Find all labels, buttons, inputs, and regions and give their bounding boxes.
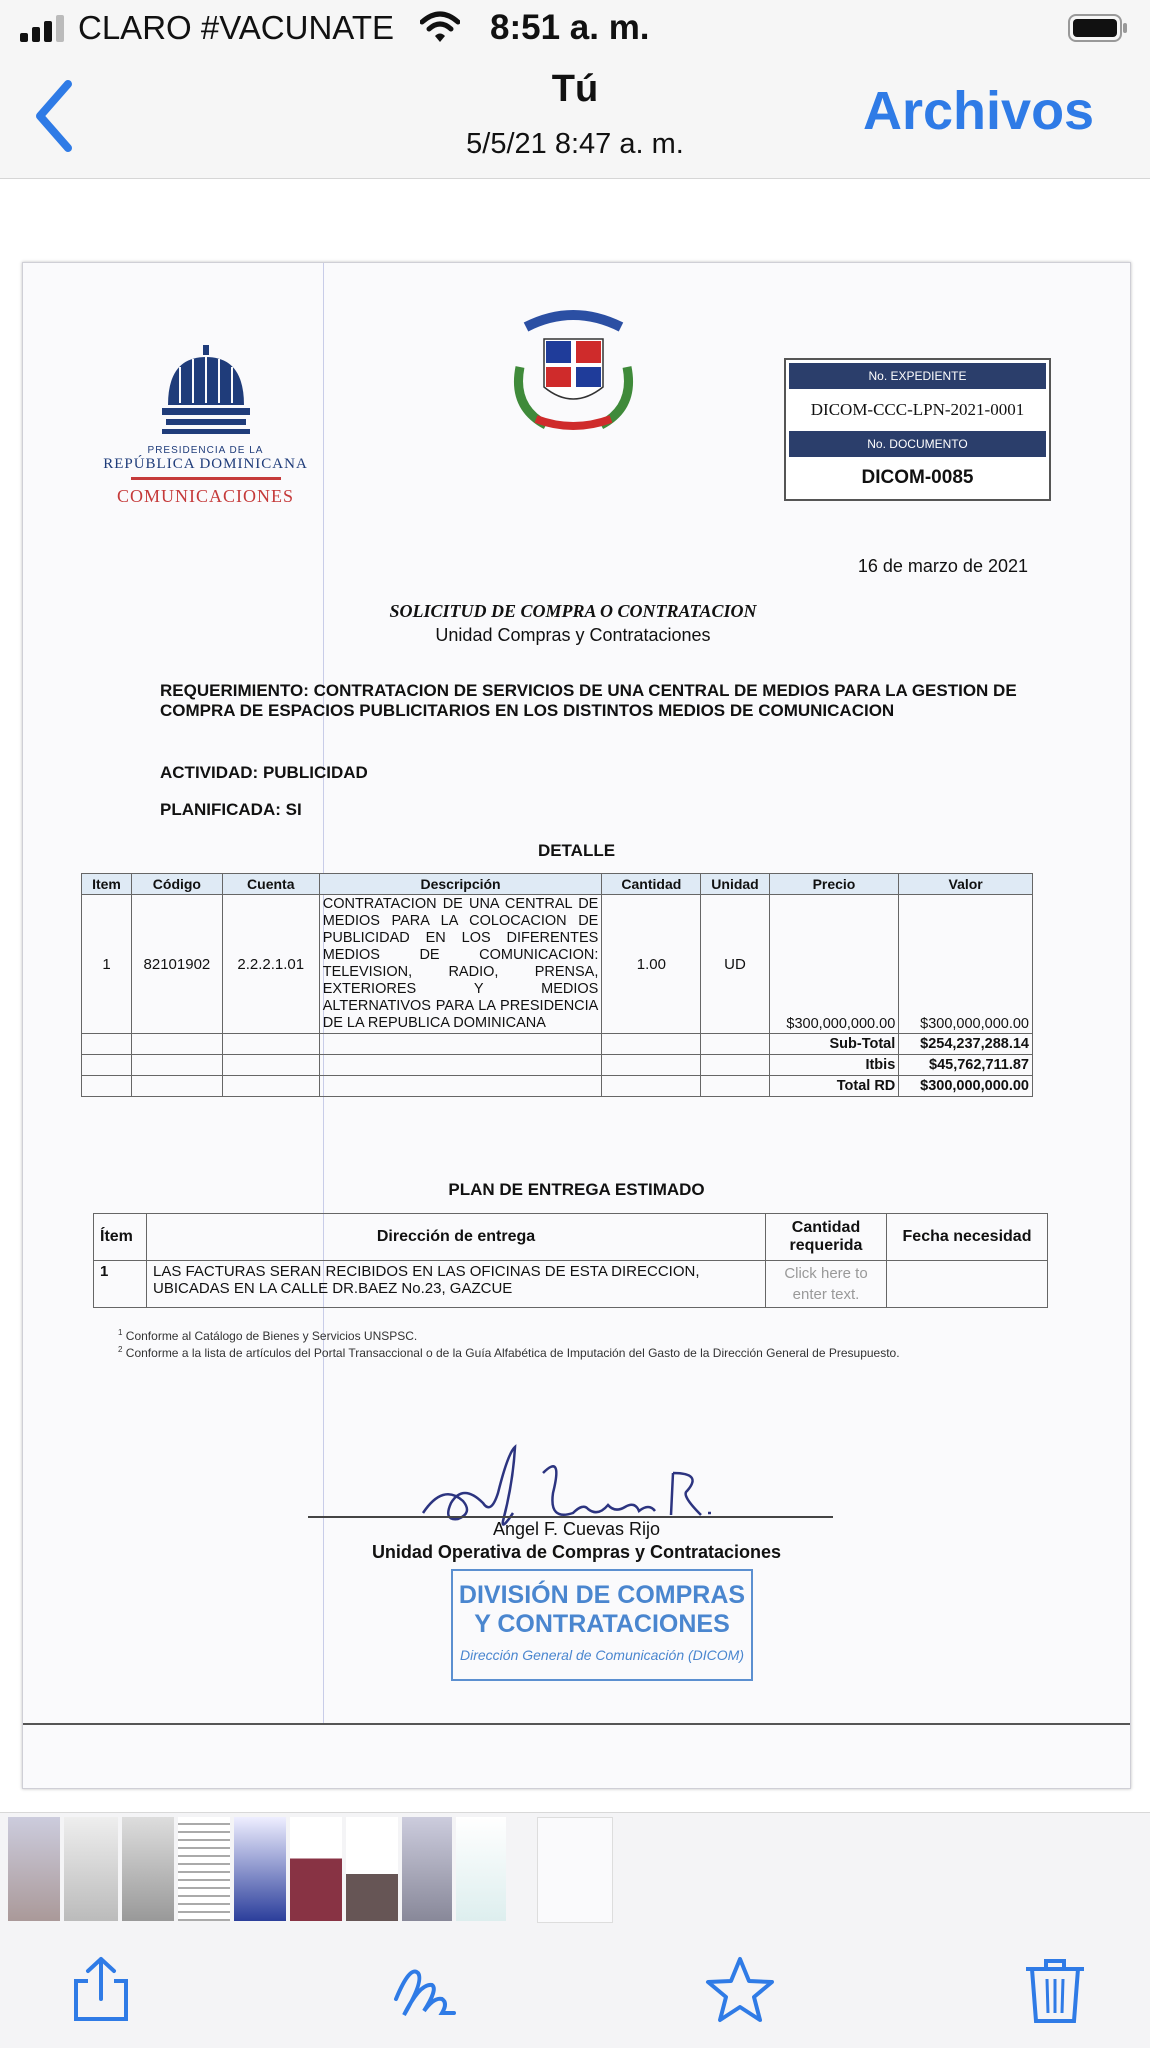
- thumbnail[interactable]: [234, 1817, 286, 1921]
- documento-value: DICOM-0085: [861, 467, 974, 488]
- logo-comunicaciones-text: COMUNICACIONES: [116, 486, 294, 506]
- column-header: Descripción: [319, 874, 602, 895]
- detail-table: [81, 873, 1033, 1097]
- footnote-1: Conforme al Catálogo de Bienes y Servicios UNSPSC.: [125, 1329, 418, 1343]
- status-time: 8:51 a. m.: [490, 8, 650, 47]
- message-timestamp: 5/5/21 8:47 a. m.: [466, 128, 684, 160]
- bottom-toolbar: [0, 1925, 1150, 2048]
- expediente-value: DICOM-CCC-LPN-2021-0001: [810, 400, 1025, 419]
- itbis-label: Itbis: [769, 1055, 899, 1076]
- logo-divider: [131, 477, 281, 480]
- thumbnail[interactable]: [290, 1817, 342, 1921]
- status-bar: [0, 0, 1150, 58]
- subtotal-row: [82, 1034, 1033, 1055]
- footnote-2: Conforme a la lista de artículos del Portal Transaccional o de la Guía Alfabética de Imputación del Gasto de la Dirección General de Presupuesto.: [125, 1346, 900, 1360]
- stamp-line-3: Dirección General de Comunicación (DICOM): [460, 1647, 744, 1663]
- thumbnail[interactable]: [402, 1817, 452, 1921]
- carrier-name: CLARO #VACUNATE: [78, 9, 395, 46]
- page-bottom-rule: [23, 1723, 1130, 1725]
- footnotes: $^1$ Conforme al Catálogo de Bienes y Servicios UNSPSC. $^2$ Conforme a la lista de artículos del Portal Transaccional o de la Guía Alfabética de Imputación del Gasto de la Dirección General de Presupuesto.: [118, 1328, 900, 1360]
- precio-cell: $300,000,000.00: [769, 895, 899, 1034]
- share-icon[interactable]: [66, 1955, 136, 2025]
- descripcion-cell: CONTRATACION DE UNA CENTRAL DE MEDIOS PARA LA COLOCACION DE PUBLICIDAD EN LOS DIFERENTES MEDIOS DE COMUNICACION: TELEVISION, RADIO, PRENSA, EXTERIORES Y MEDIOS ALTERNATIVOS PARA LA PRESIDENCIA DE LA REPUBLICA DOMINICANA: [319, 895, 602, 1034]
- conversation-title: Tú: [551, 68, 599, 110]
- document-date: 16 de marzo de 2021: [857, 556, 1028, 576]
- column-header: Código: [131, 874, 222, 895]
- thumbnail[interactable]: [122, 1817, 174, 1921]
- dome-icon: [156, 343, 256, 438]
- document-subtitle: Unidad Compras y Contrataciones: [435, 625, 711, 645]
- plan-quantity-cell: Click here to enter text.: [766, 1261, 887, 1308]
- unidad-cell: UD: [701, 895, 769, 1034]
- valor-cell: $300,000,000.00: [899, 895, 1033, 1034]
- table-header-row: [82, 874, 1033, 895]
- trash-icon[interactable]: [1020, 1955, 1090, 2025]
- requirement-text: REQUERIMIENTO: CONTRATACION DE SERVICIOS DE UNA CENTRAL DE MEDIOS PARA LA GESTION DE COMPRA DE ESPACIOS PUBLICITARIOS EN LOS DISTINTOS MEDIOS DE COMUNICACION: [160, 681, 1017, 720]
- document-image: [22, 262, 1131, 1789]
- logo-republica-text: REPÚBLICA DOMINICANA: [103, 456, 308, 472]
- presidency-logo: [98, 343, 313, 523]
- planned-text: PLANIFICADA: SI: [160, 800, 302, 819]
- column-header: Dirección de entrega: [147, 1214, 766, 1261]
- column-header: Ítem: [94, 1214, 147, 1261]
- signer-unit: Unidad Operativa de Compras y Contrataciones: [371, 1542, 782, 1562]
- battery-icon: [1068, 13, 1128, 43]
- column-header: Cantidad: [602, 874, 701, 895]
- codigo-cell: 82101902: [131, 895, 222, 1034]
- wifi-icon: [420, 10, 460, 44]
- item-cell: 1: [82, 895, 132, 1034]
- table-row: [94, 1261, 1048, 1308]
- cellular-signal-icon: [20, 14, 66, 42]
- table-header-row: [94, 1214, 1048, 1261]
- activity-text: ACTIVIDAD: PUBLICIDAD: [160, 763, 368, 782]
- document-title: SOLICITUD DE COMPRA O CONTRATACION: [389, 601, 757, 621]
- column-header: Item: [82, 874, 132, 895]
- thumbnail[interactable]: [456, 1817, 506, 1921]
- subtotal-label: Sub-Total: [769, 1034, 899, 1055]
- expediente-box: [784, 358, 1051, 501]
- cuenta-cell: 2.2.2.1.01: [222, 895, 319, 1034]
- itbis-value: $45,762,711.87: [899, 1055, 1033, 1076]
- markup-icon[interactable]: [390, 1955, 460, 2025]
- division-stamp: [451, 1569, 753, 1681]
- itbis-row: [82, 1055, 1033, 1076]
- subtotal-value: $254,237,288.14: [899, 1034, 1033, 1055]
- logo-presidencia-text: PRESIDENCIA DE LA: [147, 445, 264, 456]
- column-header: Valor: [899, 874, 1033, 895]
- thumbnail[interactable]: [178, 1817, 230, 1921]
- thumbnail-strip[interactable]: [0, 1812, 1150, 1925]
- archivos-button[interactable]: Archivos: [863, 81, 1095, 141]
- thumbnail[interactable]: [64, 1817, 118, 1921]
- column-header: Cantidad requerida: [766, 1214, 887, 1261]
- thumbnail-selected[interactable]: [537, 1817, 613, 1923]
- stamp-line-2: Y CONTRATACIONES: [474, 1610, 730, 1638]
- plan-address-cell: LAS FACTURAS SERAN RECIBIDOS EN LAS OFICINAS DE ESTA DIRECCION, UBICADAS EN LA CALLE DR.BAEZ No.23, GAZCUE: [147, 1261, 766, 1308]
- total-value: $300,000,000.00: [899, 1076, 1033, 1097]
- signature-line: [308, 1516, 833, 1518]
- plan-item-cell: 1: [94, 1261, 147, 1308]
- total-row: [82, 1076, 1033, 1097]
- delivery-plan-table: [93, 1213, 1048, 1308]
- expediente-label: No. EXPEDIENTE: [789, 363, 1046, 389]
- column-header: Precio: [769, 874, 899, 895]
- plan-date-cell: [887, 1261, 1048, 1308]
- coat-of-arms-icon: [506, 307, 641, 437]
- thumbnail[interactable]: [8, 1817, 60, 1921]
- detail-heading: DETALLE: [537, 841, 616, 860]
- navigation-bar: [0, 58, 1150, 179]
- column-header: Fecha necesidad: [887, 1214, 1048, 1261]
- column-header: Cuenta: [222, 874, 319, 895]
- delivery-plan-heading: PLAN DE ENTREGA ESTIMADO: [448, 1180, 705, 1199]
- stamp-line-1: DIVISIÓN DE COMPRAS: [458, 1581, 746, 1609]
- cantidad-cell: 1.00: [602, 895, 701, 1034]
- thumbnail[interactable]: [346, 1817, 398, 1921]
- signer-name: Angel F. Cuevas Rijo: [492, 1519, 661, 1539]
- documento-label: No. DOCUMENTO: [789, 431, 1046, 457]
- column-header: Unidad: [701, 874, 769, 895]
- table-row: [82, 895, 1033, 1034]
- total-label: Total RD: [769, 1076, 899, 1097]
- favorite-star-icon[interactable]: [705, 1955, 775, 2025]
